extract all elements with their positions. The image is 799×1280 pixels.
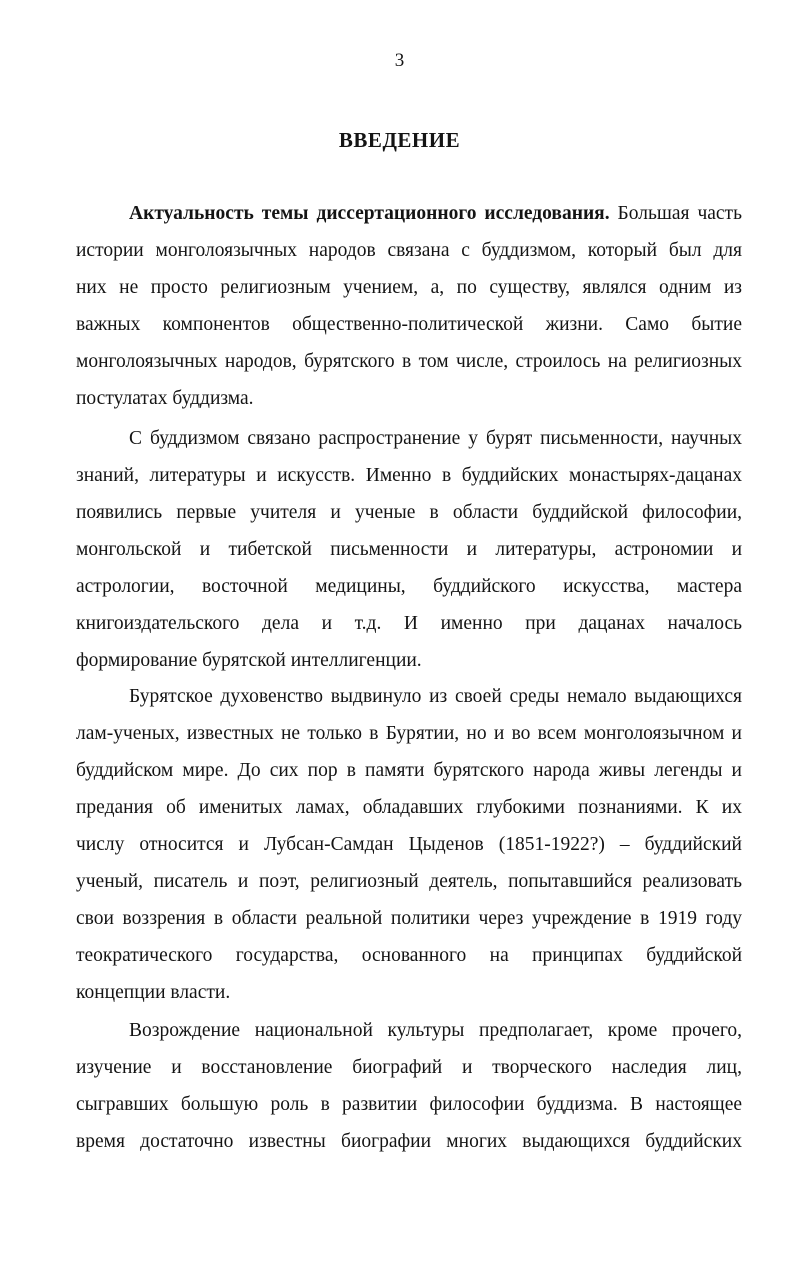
page-number: 3 — [394, 50, 405, 71]
text-line: Возрождение национальной культуры предполагает, кроме прочего, — [129, 1020, 742, 1041]
text-line: предания об именитых ламах, обладавших глубокими познаниями. К их — [76, 797, 742, 818]
relevance-heading: Актуальность темы диссертационного исследования. — [129, 203, 610, 224]
text-line: появились первые учителя и ученые в области буддийской философии, — [76, 502, 742, 523]
text-line: изучение и восстановление биографий и творческого наследия лиц, — [76, 1057, 742, 1078]
text-line: астрологии, восточной медицины, буддийского искусства, мастера — [76, 576, 742, 597]
text-line: числу относится и Лубсан-Самдан Цыденов (1851-1922?) – буддийский — [76, 834, 742, 855]
text-line: концепции власти. — [76, 982, 231, 1003]
text-line: буддийском мире. До сих пор в памяти бурятского народа живы легенды и — [76, 760, 742, 781]
text-line: ученый, писатель и поэт, религиозный деятель, попытавшийся реализовать — [76, 871, 742, 892]
text-line: знаний, литературы и искусств. Именно в буддийских монастырях-дацанах — [76, 465, 742, 486]
text-line: Бурятское духовенство выдвинуло из своей среды немало выдающихся — [129, 686, 742, 707]
section-title: ВВЕДЕНИЕ — [338, 128, 461, 152]
text-line: С буддизмом связано распространение у бурят письменности, научных — [129, 428, 742, 449]
text-line: монгольской и тибетской письменности и литературы, астрономии и — [76, 539, 742, 560]
text-line: теократического государства, основанного на принципах буддийской — [76, 945, 742, 966]
text-line: них не просто религиозным учением, а, по существу, являлся одним из — [76, 277, 742, 298]
text-line: книгоиздательского дела и т.д. И именно при дацанах началось — [76, 613, 742, 634]
text-line: постулатах буддизма. — [76, 388, 254, 409]
text-line: формирование бурятской интеллигенции. — [76, 650, 422, 671]
text-line: свои воззрения в области реальной политики через учреждение в 1919 году — [76, 908, 742, 929]
text-line: лам-ученых, известных не только в Бурятии, но и во всем монголоязычном и — [76, 723, 742, 744]
text-line: Актуальность темы диссертационного исследования. Большая часть — [129, 203, 742, 224]
text-line: сыгравших большую роль в развитии философии буддизма. В настоящее — [76, 1094, 742, 1115]
text-line: монголоязычных народов, бурятского в том числе, строилось на религиозных — [76, 351, 742, 372]
text-line: истории монголоязычных народов связана с буддизмом, который был для — [76, 240, 742, 261]
text-line: время достаточно известны биографии многих выдающихся буддийских — [76, 1131, 742, 1152]
text-line: важных компонентов общественно-политической жизни. Само бытие — [76, 314, 742, 335]
